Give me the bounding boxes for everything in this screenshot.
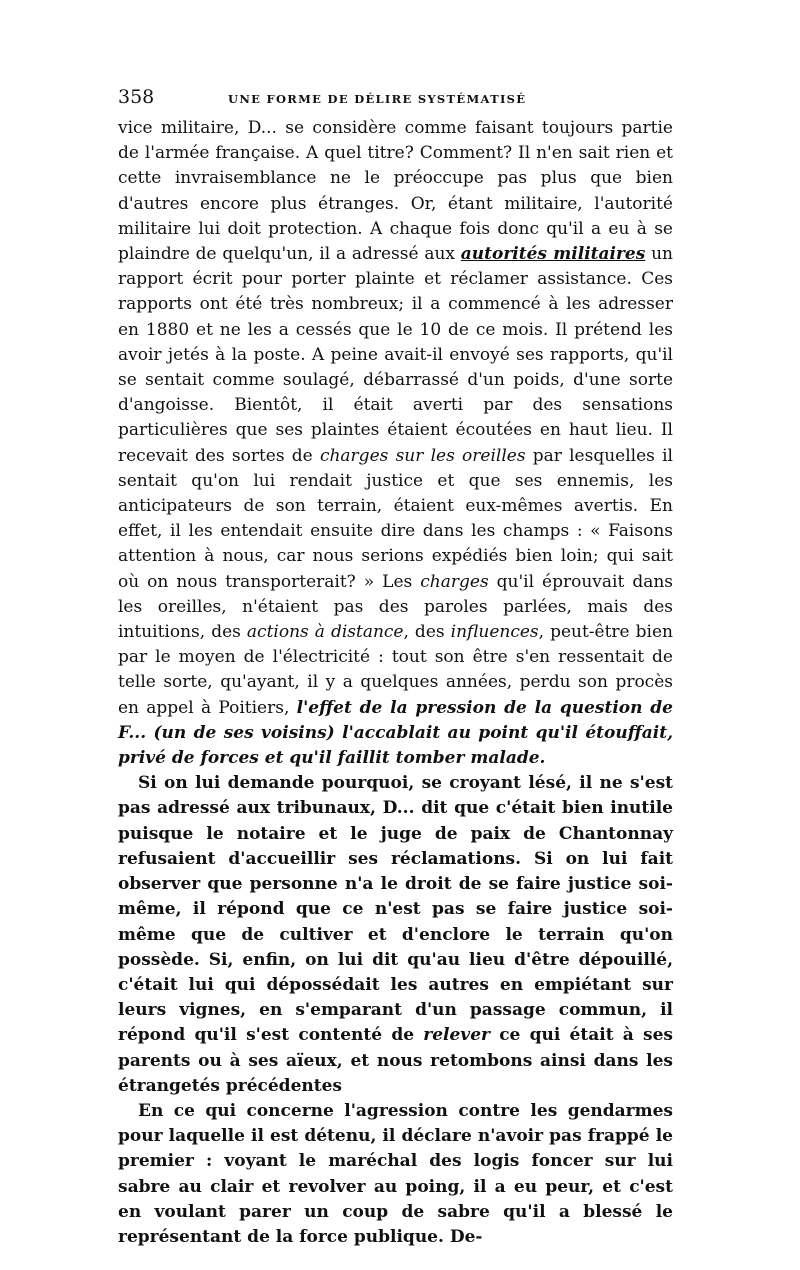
page-header (118, 86, 673, 112)
text-run: ce qui était à ses parents ou à ses aïeux, et nous retombons ainsi dans les étrangetés précédentes (118, 1025, 673, 1096)
page-number: 358 (118, 86, 155, 108)
running-title: UNE FORME DE DÉLIRE SYSTÉMATISÉ (228, 92, 527, 106)
emphasis-text: influences (450, 622, 539, 643)
emphasis-text: autorités militaires (460, 244, 646, 265)
text-run: vice militaire, D... se considère comme faisant toujours partie de l'armée française. A quel titre? Comment? Il n'en sait rien et cette invraisemblance ne le préoccupe pas plus que bien d'autres encore plus étranges. Or, étant militaire, l'autorité militaire lui doit protection. A chaque fois donc qu'il a eu à se plaindre de quelqu'un, il a adressé aux (118, 118, 673, 265)
paragraph-3 (118, 1099, 673, 1250)
text-run: un rapport écrit pour porter plainte et réclamer assistance. Ces rapports ont été très nombreux; il a commencé à les adresser en 1880 et ne les a cessés que le 10 de ce mois. Il prétend les avoir jetés à la poste. A peine avait-il envoyé ses rapports, qu'il se sentait comme soulagé, débarrassé d'un poids, d'une sorte d'angoisse. Bientôt, il était averti par des sensations particulières que ses plaintes étaient écoutées en haut lieu. Il recevait des sortes de (118, 244, 673, 466)
emphasis-text: charges (420, 571, 489, 592)
book-page (118, 86, 673, 1250)
emphasis-text: l'effet de la pression de la question de F... (un de ses voisins) l'accablait au point qu'il étouffait, privé de forces et qu'il faillit tomber malade. (118, 697, 673, 769)
emphasis-text: charges sur les oreilles (319, 445, 526, 466)
text-run: , peut-être bien par le moyen de l'électricité : tout son être s'en ressentait de telle sorte, qu'ayant, il y a quelques années, perdu son procès en appel à Poitiers, (118, 622, 673, 718)
text-run: , des (403, 622, 451, 643)
text-run: qu'il éprouvait dans les oreilles, n'étaient pas des paroles parlées, mais des intuitions, des (118, 571, 674, 643)
text-run: par lesquelles il sentait qu'on lui rendait justice et que ses ennemis, les anticipateurs de son terrain, étaient eux-mêmes avertis. En effet, il les entendait ensuite dire dans les champs : « Faisons attention à nous, car nous serions expédiés bien loin; qui sait où on nous transporterait? » Les (118, 445, 673, 592)
text-run: En ce qui concerne l'agression contre les gendarmes pour laquelle il est détenu, il déclare n'avoir pas frappé le premier : voyant le maréchal des logis foncer sur lui sabre au clair et revolver au poing, il a eu peur, et c'est en voulant parer un coup de sabre qu'il a blessé le représentant de la force publique. De- (118, 1100, 673, 1247)
emphasis-text: relever (423, 1025, 490, 1046)
text-run: Si on lui demande pourquoi, se croyant lésé, il ne s'est pas adressé aux tribunaux, D... dit que c'était bien inutile puisque le notaire et le juge de paix de Chantonnay refusaient d'accueillir ses réclamations. Si on lui fait observer que personne n'a le droit de se faire justice soi-même, il répond que ce n'est pas se faire justice soi-même que de cultiver et d'enclore le terrain qu'on possède. Si, enfin, on lui dit qu'au lieu d'être dépouillé, c'était lui qui dépossédait les autres en empiétant sur leurs vignes, en s'emparant d'un passage commun, il répond qu'il s'est contenté de (118, 773, 673, 1046)
paragraph-1 (118, 116, 673, 771)
paragraph-2 (118, 771, 673, 1099)
emphasis-text: actions à distance (246, 622, 404, 643)
